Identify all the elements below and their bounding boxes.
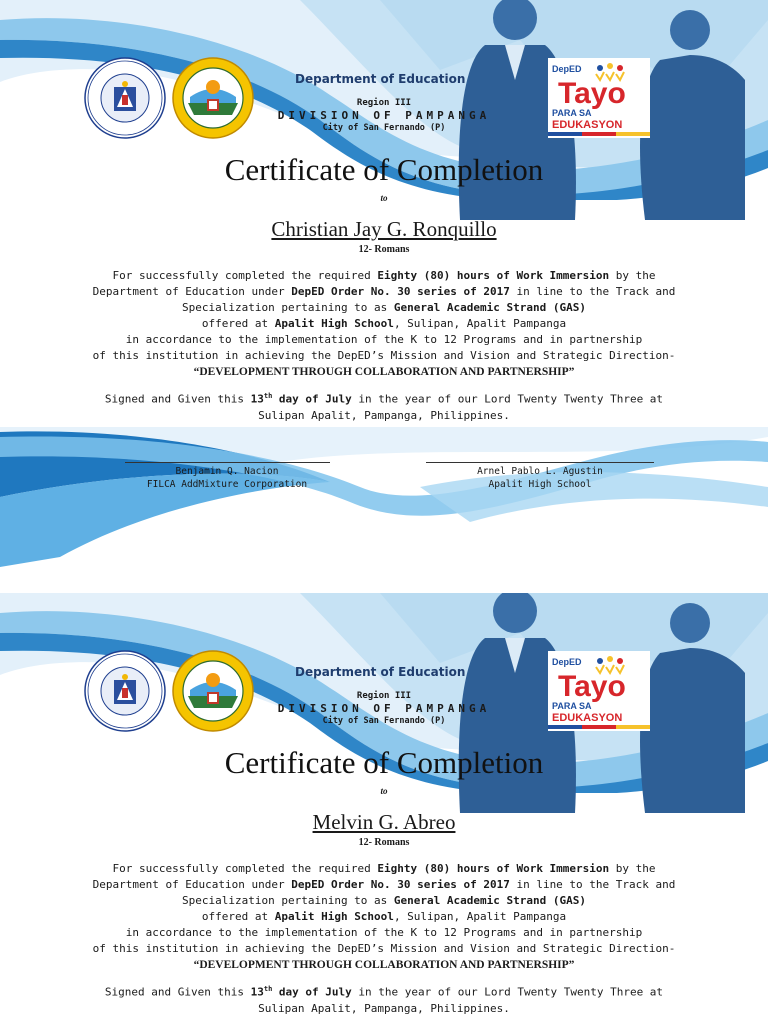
svg-text:EDUKASYON: EDUKASYON	[552, 712, 623, 724]
svg-text:EDUKASYON: EDUKASYON	[552, 119, 623, 131]
body-line-1: For successfully completed the required Eighty (80) hours of Work Immersion by the	[112, 862, 656, 875]
body-line-3: Specialization pertaining to as General Academic Strand (GAS)	[182, 301, 586, 314]
city-label: City of San Fernando (P)	[322, 716, 446, 726]
body-line-3: Specialization pertaining to as General Academic Strand (GAS)	[182, 894, 586, 907]
signed-line-1: Signed and Given this 13th day of July in the year of our Lord Twenty Twenty Three at	[104, 985, 664, 999]
certificate-body	[40, 861, 728, 973]
svg-text:PARA SA: PARA SA	[552, 108, 592, 118]
to-label: to	[380, 193, 388, 203]
signature-line	[426, 462, 654, 463]
certificate-title: Certificate of Completion	[224, 745, 544, 780]
certificate-body	[40, 268, 728, 380]
division-label: DIVISION OF PAMPANGA	[277, 702, 491, 715]
recipient-name	[0, 217, 768, 242]
body-line-5: in accordance to the implementation of the K to 12 Programs and in partnership	[125, 333, 643, 346]
body-line-5: in accordance to the implementation of the K to 12 Programs and in partnership	[125, 926, 643, 939]
svg-text:Tayo: Tayo	[558, 77, 626, 110]
signed-statement	[40, 981, 728, 1017]
signatory-org: FILCA AddMixture Corporation	[146, 479, 308, 490]
recipient-section: 12- Romans	[358, 244, 410, 255]
signature-line	[125, 462, 330, 463]
svg-text:PARA SA: PARA SA	[552, 701, 592, 711]
signed-line-2: Sulipan Apalit, Pampanga, Philippines.	[258, 1001, 510, 1015]
background-wave-bottom	[0, 427, 768, 567]
body-line-1: For successfully completed the required Eighty (80) hours of Work Immersion by the	[112, 269, 656, 282]
signatory-2	[390, 462, 690, 491]
recipient-name-text: Melvin G. Abreo	[312, 810, 456, 834]
signed-line-1: Signed and Given this 13th day of July in the year of our Lord Twenty Twenty Three at	[104, 392, 664, 406]
certificate-title: Certificate of Completion	[224, 152, 544, 187]
region-label: Region III	[356, 98, 412, 108]
body-line-4: offered at Apalit High School, Sulipan, Apalit Pampanga	[201, 317, 567, 330]
motto: “DEVELOPMENT THROUGH COLLABORATION AND PARTNERSHIP”	[193, 959, 575, 971]
recipient-name-text: Christian Jay G. Ronquillo	[271, 217, 497, 241]
recipient-section: 12- Romans	[358, 837, 410, 848]
to-label: to	[380, 786, 388, 796]
certificate-2	[0, 593, 768, 1024]
city-label: City of San Fernando (P)	[322, 123, 446, 133]
body-line-6: of this institution in achieving the DepED’s Mission and Vision and Strategic Direction-	[92, 349, 676, 362]
body-line-6: of this institution in achieving the DepED’s Mission and Vision and Strategic Direction-	[92, 942, 676, 955]
svg-text:DepED: DepED	[552, 64, 582, 74]
signatory-1	[77, 462, 377, 491]
recipient-name	[0, 810, 768, 835]
body-line-2: Department of Education under DepED Order No. 30 series of 2017 in line to the Track and	[92, 285, 676, 298]
department-heading: Department of Education	[295, 72, 466, 86]
signed-statement	[40, 388, 728, 424]
motto: “DEVELOPMENT THROUGH COLLABORATION AND PARTNERSHIP”	[193, 366, 575, 378]
svg-text:DepED: DepED	[552, 657, 582, 667]
division-label: DIVISION OF PAMPANGA	[277, 109, 491, 122]
signatory-name: Arnel Pablo L. Agustin	[477, 466, 603, 477]
body-line-2: Department of Education under DepED Order No. 30 series of 2017 in line to the Track and	[92, 878, 676, 891]
department-heading: Department of Education	[295, 665, 466, 679]
signatory-name: Benjamin Q. Nacion	[175, 466, 279, 477]
signatory-org: Apalit High School	[488, 479, 592, 490]
svg-text:Tayo: Tayo	[558, 670, 626, 703]
region-label: Region III	[356, 691, 412, 701]
body-line-4: offered at Apalit High School, Sulipan, Apalit Pampanga	[201, 910, 567, 923]
signed-line-2: Sulipan Apalit, Pampanga, Philippines.	[258, 408, 510, 422]
